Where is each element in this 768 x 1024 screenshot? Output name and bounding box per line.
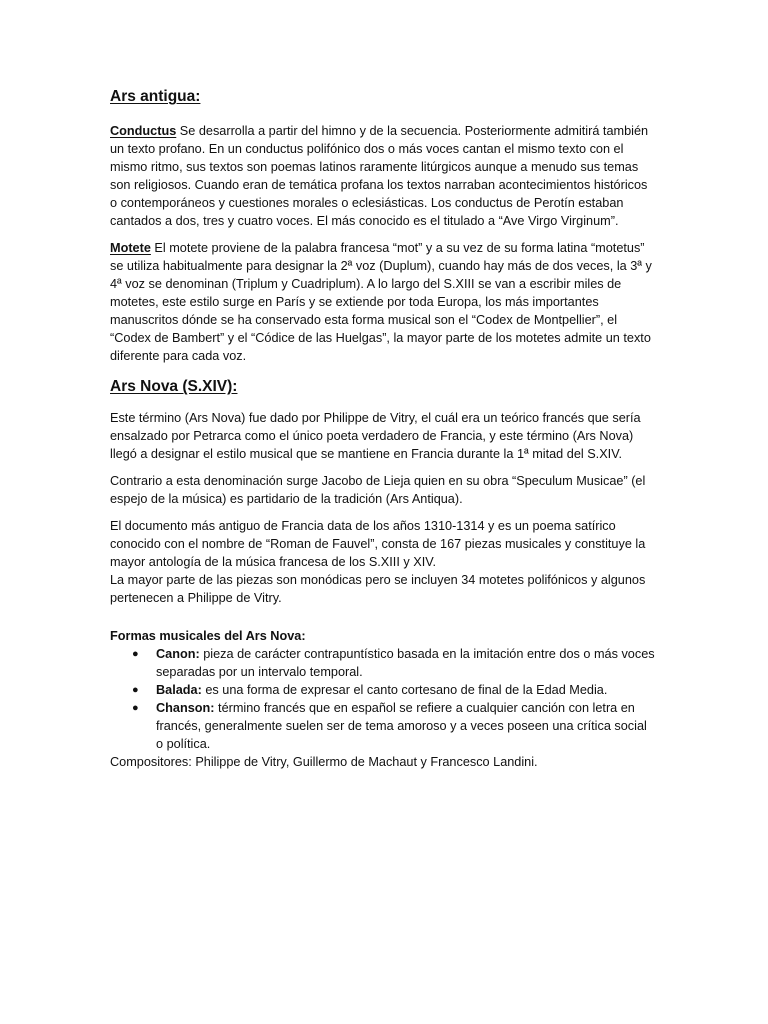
paragraph-conductus	[110, 122, 655, 230]
motete-text: El motete proviene de la palabra francesa “mot” y a su vez de su forma latina “motetus” se utiliza habitualmente para designar la 2ª voz (Duplum), cuando hay más de dos veces, la 3ª y 4ª voz se denominan (Triplum y Cuadriplum). A lo largo del S.XIII se van a escribir miles de motetes, este estilo surge en París y se extiende por toda Europa, los más importantes manuscritos dónde se ha conservado esta forma musical son el “Codex de Montpellier”, el “Codex de Bambert” y el “Códice de las Huelgas”, la mayor parte de los motetes admite un texto diferente para cada voz.	[110, 241, 652, 363]
paragraph-ars-nova-origin: Este término (Ars Nova) fue dado por Philippe de Vitry, el cuál era un teórico francés que sería ensalzado por Petrarca como el único poeta verdadero de Francia, y este término (Ars Nova) llegó a designar el estilo musical que se mantiene en Francia durante la 1ª mitad del S.XIV.	[110, 411, 641, 461]
forms-title: Formas musicales del Ars Nova:	[110, 629, 306, 643]
list-item-chanson	[110, 699, 655, 753]
form-label-chanson: Chanson:	[156, 701, 215, 715]
form-label-balada: Balada:	[156, 683, 202, 697]
heading-ars-antigua: Ars antigua:	[110, 88, 201, 105]
forms-list	[110, 645, 655, 753]
bullet-icon: ●	[132, 648, 139, 660]
term-conductus: Conductus	[110, 124, 177, 138]
paragraph-motete	[110, 239, 655, 365]
list-item-canon	[110, 645, 655, 681]
form-text-balada: es una forma de expresar el canto cortesano de final de la Edad Media.	[201, 683, 608, 697]
composers-line: Compositores: Philippe de Vitry, Guillermo de Machaut y Francesco Landini.	[110, 755, 538, 769]
heading-ars-nova: Ars Nova (S.XIV):	[110, 378, 238, 395]
form-text-canon: pieza de carácter contrapuntístico basada en la imitación entre dos o más voces separadas por un intervalo temporal.	[156, 647, 655, 679]
term-motete: Motete	[110, 241, 151, 255]
paragraph-monodic-pieces: La mayor parte de las piezas son monódicas pero se incluyen 34 motetes polifónicos y algunos pertenecen a Philippe de Vitry.	[110, 573, 646, 605]
document-page	[110, 86, 655, 771]
paragraph-jacobo-de-lieja: Contrario a esta denominación surge Jacobo de Lieja quien en su obra “Speculum Musicae” (el espejo de la música) es partidario de la tradición (Ars Antiqua).	[110, 474, 646, 506]
form-label-canon: Canon:	[156, 647, 200, 661]
list-item-balada	[110, 681, 655, 699]
bullet-icon: ●	[132, 702, 139, 714]
bullet-icon: ●	[132, 684, 139, 696]
paragraph-roman-de-fauvel: El documento más antiguo de Francia data de los años 1310-1314 y es un poema satírico conocido con el nombre de “Roman de Fauvel”, consta de 167 piezas musicales y constituye la mayor antología de la música francesa de los S.XIII y XIV.	[110, 519, 646, 569]
conductus-text: Se desarrolla a partir del himno y de la secuencia. Posteriormente admitirá también un texto profano. En un conductus polifónico dos o más voces cantan el mismo texto con el mismo ritmo, sus textos son poemas latinos raramente litúrgicos aunque a menudo sus temas son religiosos. Cuando eran de temática profana los textos narraban acontecimientos históricos o contemporáneos y cuestiones morales o eclesiásticas. Los conductus de Perotín estaban cantados a dos, tres y cuatro voces. El más conocido es el titulado a “Ave Virgo Virginum”.	[110, 124, 649, 228]
form-text-chanson: término francés que en español se refiere a cualquier canción con letra en francés, generalmente suelen ser de tema amoroso y a veces poseen una crítica social o política.	[156, 701, 647, 751]
